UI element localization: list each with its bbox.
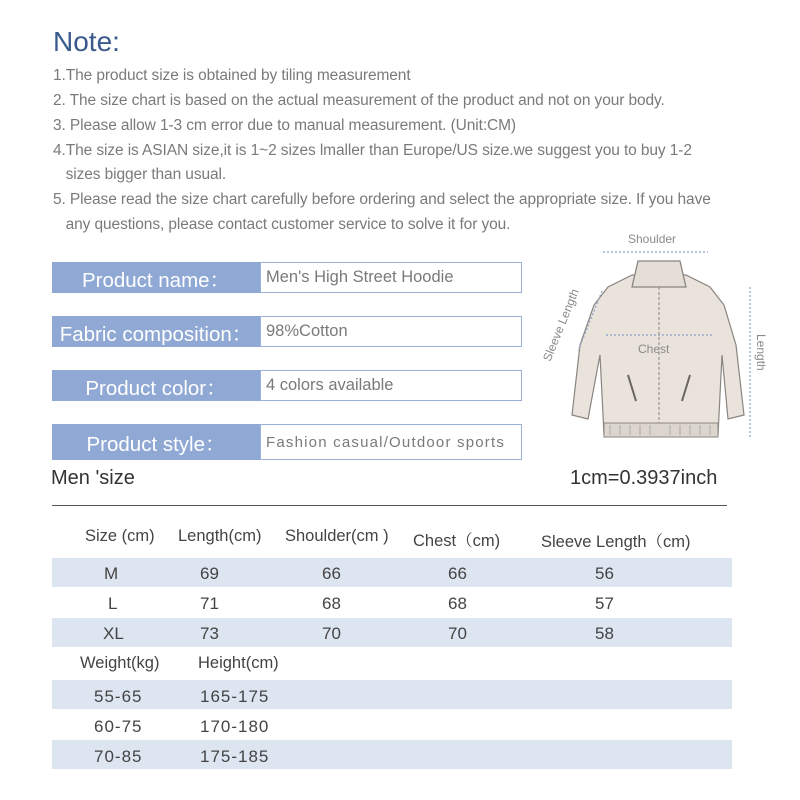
table-row-band [52, 680, 732, 709]
table-cell: 165-175 [200, 687, 270, 706]
table-row-band [52, 740, 732, 769]
spec-value-style: Fashion casual/Outdoor sports [260, 424, 522, 460]
note-line-4: 4.The size is ASIAN size,it is 1~2 sizes lmaller than Europe/US size.we suggest you to buy 1-2 [53, 142, 692, 159]
note-line-5: 5. Please read the size chart carefully before ordering and select the appropriate size. If you have [53, 191, 711, 208]
spec-label-fabric: Fabric composition： [52, 316, 260, 347]
size-header-size: Size (cm) [85, 527, 155, 545]
table-cell: 55-65 [94, 687, 143, 706]
unit-conversion: 1cm=0.3937inch [570, 467, 718, 489]
table-cell: M [104, 564, 119, 583]
men-size-title: Men 'size [51, 467, 135, 489]
note-line-4-cont: sizes bigger than usual. [53, 166, 227, 183]
table-cell: 73 [200, 624, 219, 643]
spec-label-product-name: Product name： [52, 262, 260, 293]
spec-label-color: Product color： [52, 370, 260, 401]
table-cell: 68 [448, 594, 467, 613]
note-line-3: 3. Please allow 1-3 cm error due to manual measurement. (Unit:CM) [53, 117, 516, 134]
size-header-sleeve: Sleeve Length（cm) [541, 533, 691, 551]
table-cell: 58 [595, 624, 614, 643]
diagram-chest-label: Chest [638, 342, 670, 356]
note-line-2: 2. The size chart is based on the actual measurement of the product and not on your body. [53, 92, 665, 109]
diagram-sleeve-label: Sleeve Length [540, 286, 582, 364]
table-row-band [52, 618, 732, 647]
table-cell: 71 [200, 594, 219, 613]
note-line-1: 1.The product size is obtained by tiling measurement [53, 67, 411, 84]
spec-value-product-name: Men's High Street Hoodie [260, 262, 522, 293]
spec-label-style: Product style： [52, 424, 260, 460]
note-title: Note: [53, 26, 120, 57]
diagram-shoulder-label: Shoulder [628, 232, 677, 246]
table-cell: 66 [322, 564, 341, 583]
table-cell: 175-185 [200, 747, 270, 766]
diagram-length-label: Length [754, 334, 768, 371]
table-cell: 66 [448, 564, 467, 583]
table-cell: 70-85 [94, 747, 143, 766]
table-cell: 56 [595, 564, 614, 583]
size-header-length: Length(cm) [178, 527, 262, 545]
table-cell: 60-75 [94, 717, 143, 736]
table-cell: 170-180 [200, 717, 270, 736]
table-cell: L [108, 594, 118, 613]
table-cell: 70 [448, 624, 467, 643]
spec-value-color: 4 colors available [260, 370, 522, 401]
table-cell: 68 [322, 594, 341, 613]
size-header-shoulder: Shoulder(cm ) [285, 527, 389, 545]
weight-header: Weight(kg) [80, 654, 160, 672]
table-cell: 57 [595, 594, 614, 613]
note-line-5-cont: any questions, please contact customer service to solve it for you. [53, 216, 511, 233]
spec-value-fabric: 98%Cotton [260, 316, 522, 347]
table-cell: 69 [200, 564, 219, 583]
divider [52, 505, 727, 506]
size-header-chest: Chest（cm) [413, 532, 501, 550]
table-cell: 70 [322, 624, 341, 643]
height-header: Height(cm) [198, 654, 279, 672]
table-row-band [52, 558, 732, 587]
table-cell: XL [103, 624, 124, 643]
